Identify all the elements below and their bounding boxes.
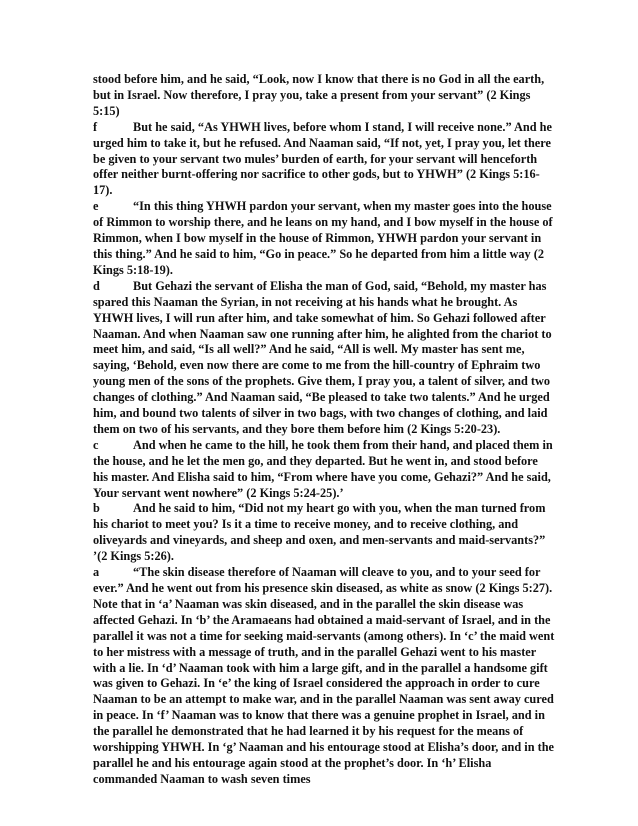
paragraph-text: “In this thing YHWH pardon your servant, when my master goes into the house of Rimmon to worship there, and he leans on my hand, and I bow myself in the house of Rimmon, when I bow myself in the house of Rimmon, YHWH pardon your servant in this thing.” And he said to him, “Go in peace.” So he departed from him a little way (2 Kings 5:18-19). xyxy=(93,199,553,277)
paragraph-commentary xyxy=(93,597,555,788)
paragraph-text: But Gehazi the servant of Elisha the man of God, said, “Behold, my master has spared this Naaman the Syrian, in not receiving at his hands what he brought. As YHWH lives, I will run after him, and take somewhat of him. So Gehazi followed after Naaman. And when Naaman saw one running after him, he alighted from the chariot to meet him, and said, “Is all well?” And he said, “All is well. My master has sent me, saying, ‘Behold, even now there are come to me from the hill-country of Ephraim two young men of the sons of the prophets. Give them, I pray you, a talent of silver, and two changes of clothing.” And Naaman said, “Be pleased to take two talents.” And he urged him, and bound two talents of silver in two bags, with two changes of clothing, and laid them on two of his servants, and they bore them before him (2 Kings 5:20-23). xyxy=(93,278,552,436)
paragraph-a xyxy=(93,565,555,597)
section-label: d xyxy=(93,278,100,293)
paragraph-d xyxy=(93,279,555,438)
section-label: e xyxy=(93,199,99,214)
section-label: a xyxy=(93,565,100,580)
section-label: c xyxy=(93,437,99,452)
paragraph-text: Note that in ‘a’ Naaman was skin diseased, and in the parallel the skin disease was affected Gehazi. In ‘b’ the Aramaeans had obtained a maid-servant of Israel, and in the parallel it was not a time for seeking maid-servants (among others). In ‘c’ the maid went to her mistress with a message of truth, and in the parallel Gehazi went to his master with a lie. In ‘d’ Naaman took with him a large gift, and in the parallel a handsome gift was given to Gehazi. In ‘e’ the king of Israel considered the approach in order to cure Naaman to be an attempt to make war, and in the parallel Naaman was sent away cured in peace. In ‘f’ Naaman was to know that there was a genuine prophet in Israel, and in the parallel he demonstrated that he had learned it by his request for the means of worshipping YHWH. In ‘g’ Naaman and his entourage stood at Elisha’s door, and in the parallel he and his entourage again stood at the prophet’s door. In ‘h’ Elisha commanded Naaman to wash seven times xyxy=(93,596,555,786)
paragraph-e xyxy=(93,199,555,279)
paragraph-text: And he said to him, “Did not my heart go with you, when the man turned from his chariot to meet you? Is it a time to receive money, and to receive clothing, and oliveyards and vineyards, and sheep and oxen, and men-servants and maid-servants?” ’(2 Kings 5:26). xyxy=(93,501,546,564)
paragraph-text: “The skin disease therefore of Naaman will cleave to you, and to your seed for ever.” And he went out from his presence skin diseased, as white as snow (2 Kings 5:27). xyxy=(93,565,553,595)
paragraph-text: stood before him, and he said, “Look, now I know that there is no God in all the earth, but in Israel. Now therefore, I pray you, take a present from your servant” (2 Kings 5:15) xyxy=(93,72,545,118)
paragraph-continuation xyxy=(93,72,555,120)
paragraph-c xyxy=(93,438,555,502)
document-page xyxy=(93,72,555,788)
paragraph-b xyxy=(93,501,555,565)
section-label: f xyxy=(93,119,98,134)
paragraph-text: But he said, “As YHWH lives, before whom I stand, I will receive none.” And he urged him to take it, but he refused. And Naaman said, “If not, yet, I pray you, let there be given to your servant two mules’ burden of earth, for your servant will henceforth offer neither burnt-offering nor sacrifice to other gods, but to YHWH” (2 Kings 5:16-17). xyxy=(93,119,552,198)
paragraph-f xyxy=(93,120,555,200)
section-label: b xyxy=(93,501,100,516)
paragraph-text: And when he came to the hill, he took them from their hand, and placed them in the house, and he let the men go, and they departed. But he went in, and stood before his master. And Elisha said to him, “From where have you come, Gehazi?” And he said, Your servant went nowhere” (2 Kings 5:24-25).’ xyxy=(93,437,553,500)
